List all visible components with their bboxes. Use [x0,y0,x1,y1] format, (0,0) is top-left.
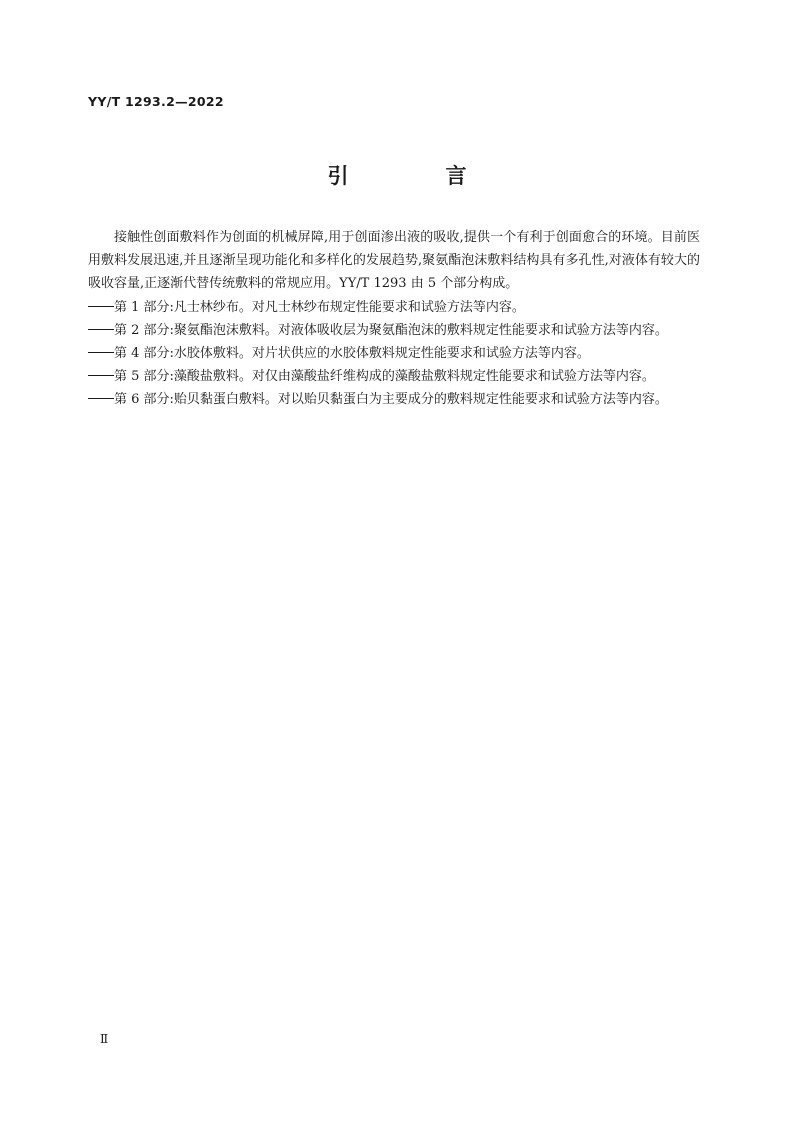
part-list-item-5 [88,365,700,388]
part-item-text: 第 5 部分:藻酸盐敷料。对仅由藻酸盐纤维构成的藻酸盐敷料规定性能要求和试验方法等内容。 [114,369,655,385]
document-code: YY/T 1293.2—2022 [88,94,224,109]
page-number: Ⅱ [100,1032,109,1046]
part-list-item-2 [88,319,700,342]
part-item-text: 第 2 部分:聚氨酯泡沫敷料。对液体吸收层为聚氨酯泡沫的敷料规定性能要求和试验方法等内容。 [114,322,668,338]
part-list-item-4 [88,342,700,365]
part-item-text: 第 6 部分:贻贝黏蛋白敷料。对以贻贝黏蛋白为主要成分的敷料规定性能要求和试验方法等内容。 [114,392,668,408]
intro-paragraph: 接触性创面敷料作为创面的机械屏障,用于创面渗出液的吸收,提供一个有利于创面愈合的环境。目前医用敷料发展迅速,并且逐渐呈现功能化和多样化的发展趋势,聚氨酯泡沫敷料结构具有多孔性,对液体有较大的吸收容量,正逐渐代替传统敷料的常规应用。YY/T 1293 由 5 个部分构成。 [88,230,700,292]
dash-marker [88,319,114,342]
part-item-text: 第 1 部分:凡士林纱布。对凡士林纱布规定性能要求和试验方法等内容。 [114,299,525,315]
dash-marker [88,342,114,365]
introduction-body [88,226,700,412]
part-list-item-1 [88,296,700,319]
dash-marker [88,296,114,319]
dash-marker [88,388,114,411]
part-list-item-6 [88,388,700,411]
part-item-text: 第 4 部分:水胶体敷料。对片状供应的水胶体敷料规定性能要求和试验方法等内容。 [114,346,590,362]
dash-marker [88,365,114,388]
page-title: 引 言 [327,164,505,188]
